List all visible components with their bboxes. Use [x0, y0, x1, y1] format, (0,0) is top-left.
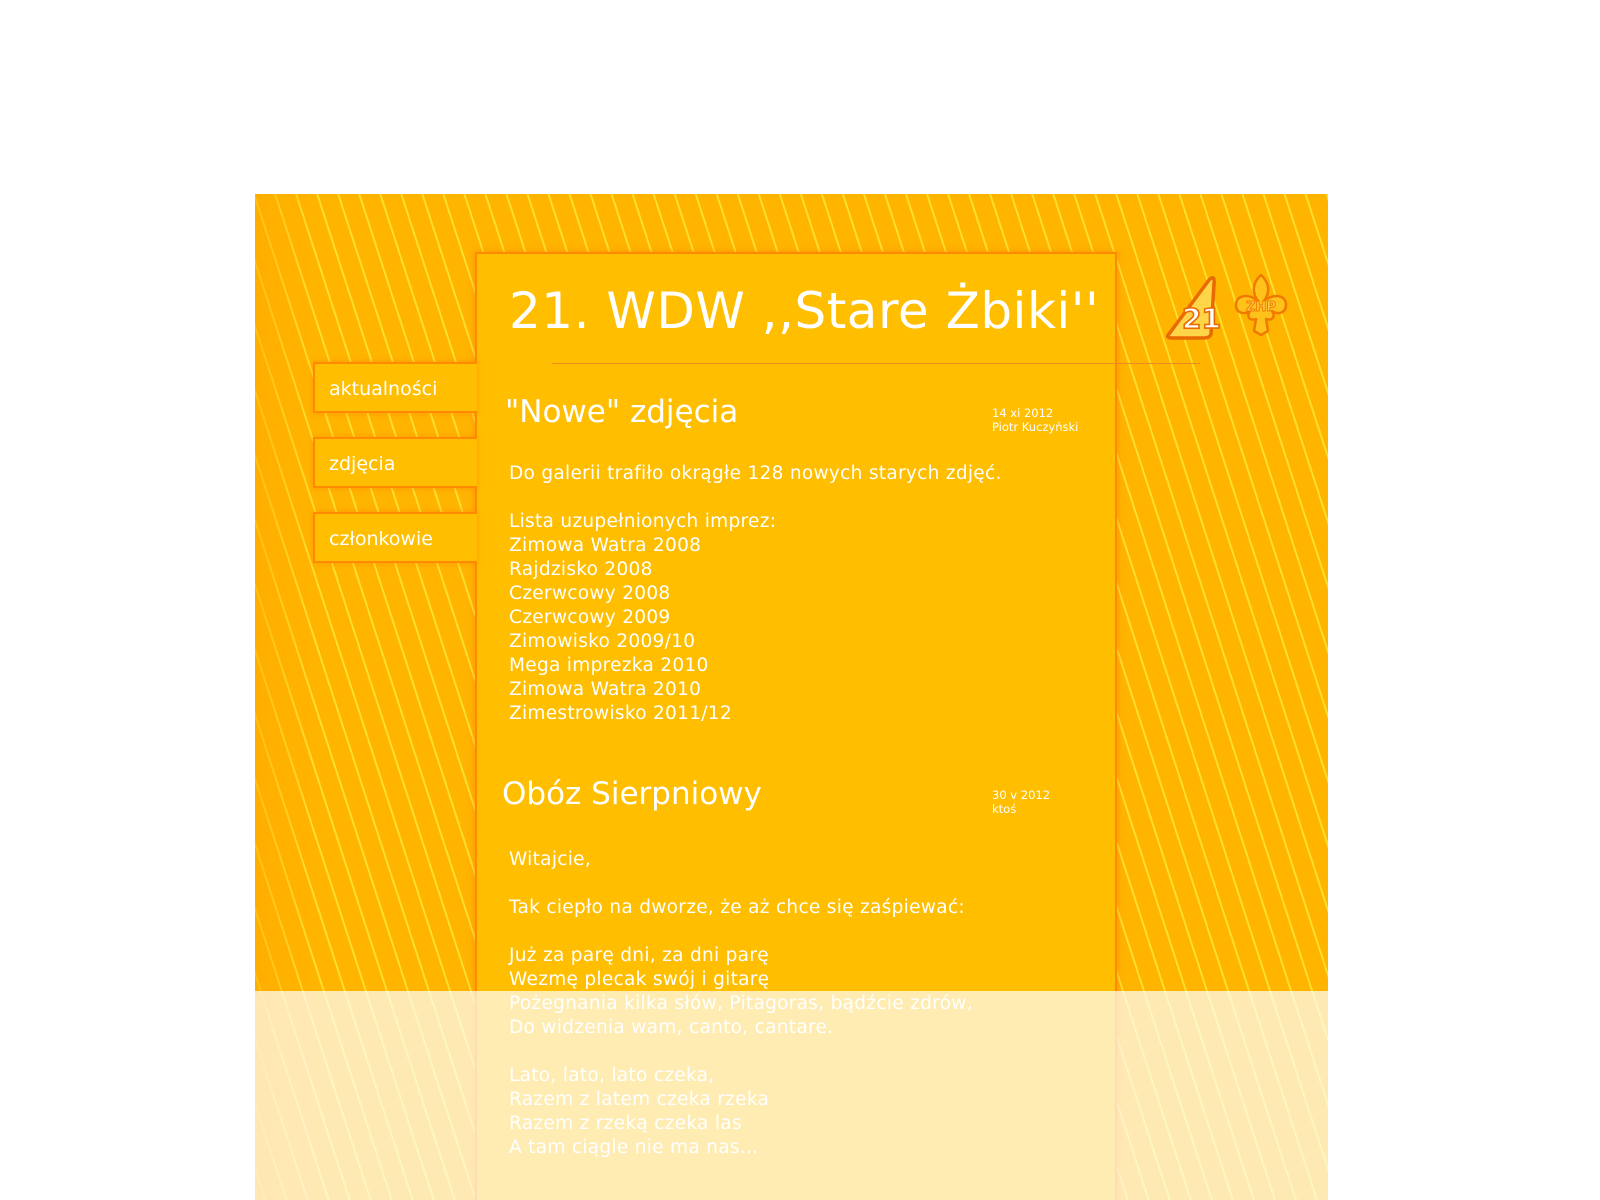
nav-item-label: zdjęcia — [329, 453, 396, 475]
lily-text: ZHP — [1246, 300, 1276, 315]
main-navigation — [313, 362, 477, 587]
nav-item-czlonkowie[interactable] — [313, 512, 477, 563]
article-body: Witajcie, Tak ciepło na dworze, że aż chce się zaśpiewać: Już za parę dni, za dni parę Wezmę plecak swój i gitarę — [509, 849, 965, 990]
article-meta — [992, 406, 1078, 434]
nav-item-aktualnosci[interactable] — [313, 362, 477, 413]
nav-item-zdjecia[interactable] — [313, 437, 477, 488]
nav-item-label: członkowie — [329, 528, 433, 550]
article-date: 30 v 2012 — [992, 788, 1051, 802]
article-author: Piotr Kuczyński — [992, 420, 1079, 434]
site-title: 21. WDW ,,Stare Żbiki'' — [509, 282, 1100, 340]
article-author: ktoś — [992, 802, 1017, 816]
article-body: Do galerii trafiło okrągłe 128 nowych starych zdjęć. Lista uzupełnionych imprez: Zimowa Watra 2008 Rajdzisko 2008 Czerwcowy 2008 Czerwcowy 2009 Zimowisko 2009/10 Mega imprezka 2010 Zimowa Watra 2010 Zimestrowisko 2011/12 — [509, 463, 1002, 724]
article-date: 14 xi 2012 — [992, 406, 1054, 420]
article-title[interactable]: Obóz Sierpniowy — [502, 776, 762, 812]
badge-number: 21 — [1182, 302, 1221, 335]
bottom-fade-overlay — [255, 991, 1328, 1200]
article-title[interactable]: "Nowe" zdjęcia — [505, 394, 739, 430]
article-meta — [992, 788, 1050, 816]
nav-item-label: aktualności — [329, 378, 438, 400]
zhp-lily-icon — [1232, 273, 1290, 337]
title-divider — [552, 363, 1200, 364]
